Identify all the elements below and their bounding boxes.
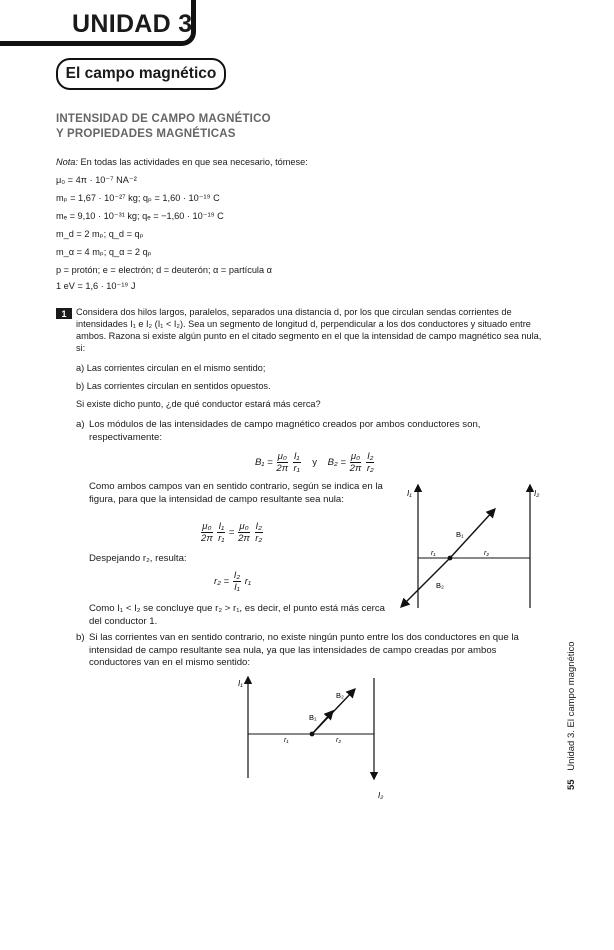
vector-b2 [314, 690, 354, 732]
figure-a [398, 480, 548, 610]
constant-electron: mₑ = 9,10 · 10⁻³¹ kg; qₑ = −1,60 · 10⁻¹⁹ C [56, 211, 224, 221]
fig-b-r2: r₂ [336, 737, 342, 744]
unit-title: UNIDAD 3 [72, 10, 193, 38]
running-title: Unidad 3. El campo magnético [566, 641, 577, 771]
equation-b1-b2 [255, 451, 375, 474]
eq-equals: = [228, 527, 235, 539]
eq-i1: I₁ [293, 451, 300, 462]
section-title-line1: INTENSIDAD DE CAMPO MAGNÉTICO [56, 113, 271, 125]
fig-b-r1: r₁ [284, 737, 289, 744]
eq-i2: I₂ [255, 521, 262, 532]
eq-b1-lhs: B₁ = [255, 457, 273, 469]
eq-2pi: 2π [238, 533, 250, 544]
eq-i1: I₁ [234, 582, 240, 593]
eq-r1: r₁ [218, 533, 225, 544]
eq-2pi: 2π [276, 463, 289, 474]
problem-statement: Considera dos hilos largos, paralelos, separados una distancia d, por los que circulan sendas corrientes de intensidades I₁ e I₂ (I₁ < I₂). Sea un segmento de longitud d, perpendicular a los dos conductores y situado entre ambos. Razona si existe algún punto en el citado segmento en el que la intensidad de campo magnético sea nula, si: [76, 307, 542, 353]
problem-question: Si existe dicho punto, ¿de qué conductor estará más cerca? [76, 399, 321, 409]
fig-a-b2: B₂ [436, 581, 444, 590]
constant-deuteron: m_d = 2 mₚ; q_d = qₚ [56, 229, 144, 239]
eq-i1: I₁ [218, 521, 225, 532]
constant-mu0: μ₀ = 4π · 10⁻⁷ NA⁻² [56, 175, 137, 185]
section-title [56, 112, 271, 141]
nota-text: En todas las actividades en que sea necesario, tómese: [77, 157, 308, 167]
nota-label: Nota: [56, 157, 78, 167]
fig-a-i1: I₁ [407, 489, 412, 498]
equation-r2 [214, 570, 251, 593]
eq-mu0: μ₀ [277, 451, 287, 462]
answer-a-text3: Como I₁ < I₂ se concluye que r₂ > r₁, es decir, el punto está más cerca del conductor 1. [89, 603, 386, 627]
nota [56, 156, 308, 168]
fig-b-b1: B₁ [309, 713, 317, 722]
eq-r2-lhs: r₂ = [214, 576, 230, 588]
constant-proton: mₚ = 1,67 · 10⁻²⁷ kg; qₚ = 1,60 · 10⁻¹⁹ C [56, 193, 220, 203]
problem-option-a: a) Las corrientes circulan en el mismo sentido; [76, 363, 266, 373]
figure-b [232, 674, 392, 802]
eq-r2: r₂ [366, 463, 374, 474]
eq-mu0: μ₀ [202, 521, 212, 532]
eq-y: y [312, 457, 317, 469]
fig-a-r1: r₁ [431, 550, 436, 557]
problem-option-b: b) Las corrientes circulan en sentidos opuestos. [76, 381, 271, 391]
eq-mu0: μ₀ [350, 451, 361, 462]
fig-b-i2: I₂ [378, 791, 384, 800]
reference-point [310, 732, 315, 737]
eq-r1: r₁ [244, 576, 252, 588]
eq-r2: r₂ [255, 533, 263, 544]
fig-b-i1: I₁ [238, 679, 243, 688]
answer-a-text2: Despejando r₂, resulta: [89, 553, 187, 564]
eq-i2: I₂ [233, 570, 241, 581]
answer-b-label: b) [76, 632, 85, 643]
fig-b-b2: B₂ [336, 691, 344, 700]
equation-equality [200, 521, 264, 544]
chapter-title: El campo magnético [56, 58, 226, 90]
fig-a-r2: r₂ [484, 550, 490, 557]
problem-number-badge: 1 [56, 308, 72, 319]
side-footer [566, 641, 580, 950]
fig-a-i2: I₂ [534, 489, 540, 498]
eq-2pi: 2π [349, 463, 362, 474]
eq-r1: r₁ [293, 463, 300, 474]
constant-alpha: m_α = 4 mₚ; q_α = 2 qₚ [56, 247, 152, 257]
answer-a-intro: Los módulos de las intensidades de campo magnético creados por ambos conductores son, respectivamente: [89, 419, 481, 443]
answer-a-text1: Como ambos campos van en sentido contrario, según se indica en la figura, para que la intensidad de campo resultante sea nula: [89, 481, 383, 505]
answer-b-text: Si las corrientes van en sentido contrario, no existe ningún punto entre los dos conductores en que la intensidad de campo resultante sea nula, ya que las intensidades de campo creadas por ambos conductores van en el mismo sentido: [89, 632, 519, 669]
eq-b2-lhs: B₂ = [327, 457, 346, 469]
null-point [448, 556, 453, 561]
eq-i2: I₂ [367, 451, 374, 462]
eq-2pi: 2π [201, 533, 213, 544]
eq-mu0: μ₀ [239, 521, 249, 532]
answer-a-label: a) [76, 419, 85, 430]
page-number: 55 [566, 779, 577, 790]
constant-ev: 1 eV = 1,6 · 10⁻¹⁹ J [56, 281, 136, 291]
fig-a-b1: B₁ [456, 530, 464, 539]
constant-legend: p = protón; e = electrón; d = deuterón; α = partícula α [56, 265, 272, 275]
section-title-line2: Y PROPIEDADES MAGNÉTICAS [56, 127, 236, 140]
